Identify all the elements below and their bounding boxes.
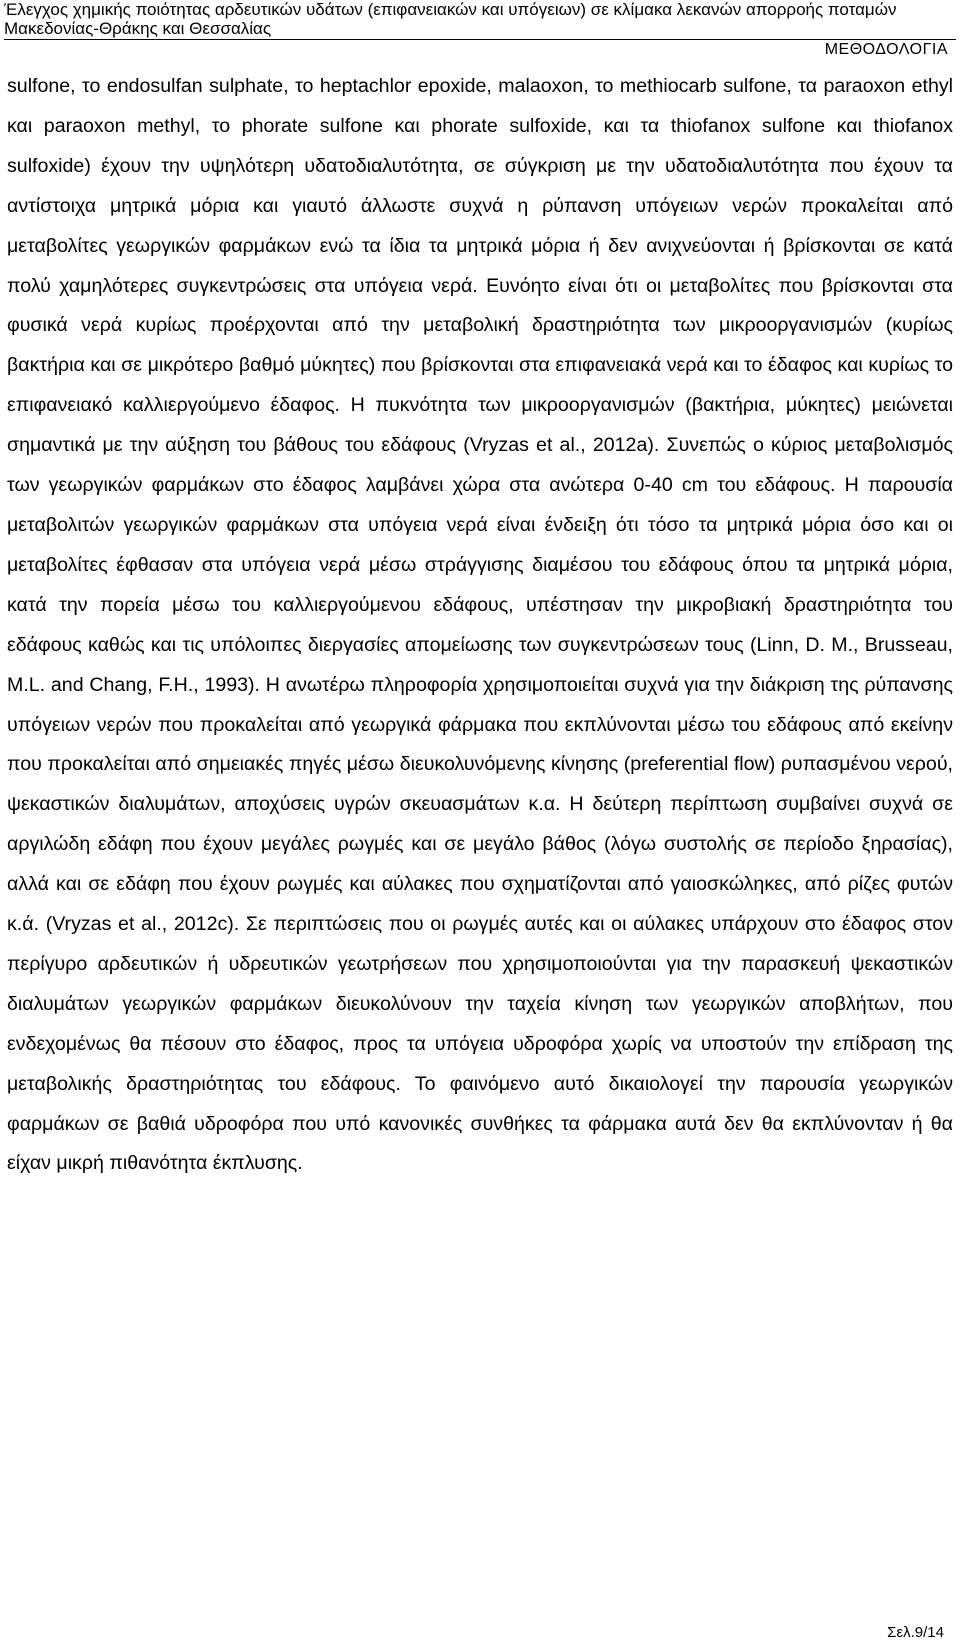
section-title: ΜΕΘΟΔΟΛΟΓΙΑ [824, 41, 948, 58]
page-number: Σελ.9/14 [887, 1624, 944, 1641]
header-divider [4, 39, 956, 40]
header-title-line-2: Μακεδονίας-Θράκης και Θεσσαλίας [4, 19, 272, 38]
header-title-line-1: Έλεγχος χημικής ποιότητας αρδευτικών υδάτων (επιφανειακών και υπόγειων) σε κλίμακα λεκανών απορροής ποταμών [4, 0, 897, 19]
body-paragraph: sulfone, το endosulfan sulphate, το heptachlor epoxide, malaoxon, το methiocarb sulfone, τα paraoxon ethyl και paraoxon methyl, το phorate sulfone και phorate sulfoxide, και τα thiofanox sulfone και thiofanox sulfoxide) έχουν την υψηλότερη υδατοδιαλυτότητα, σε σύγκριση με την υδατοδιαλυτότητα που έχουν τα αντίστοιχα μητρικά μόρια και γιαυτό άλλωστε συχνά η ρύπανση υπόγειων νερών προκαλείται από μεταβολίτες γεωργικών φαρμάκων ενώ τα ίδια τα μητρικά μόρια ή δεν ανιχνεύονται ή βρίσκονται σε κατά πολύ χαμηλότερες συγκεντρώσεις στα υπόγεια νερά. Ευνόητο είναι ότι οι μεταβολίτες που βρίσκονται στα φυσικά νερά κυρίως προέρχονται από την μεταβολική δραστηριότητα των μικροοργανισμών (κυρίως βακτήρια και σε μικρότερο βαθμό μύκητες) που βρίσκονται στα επιφανειακά νερά και το έδαφος και κυρίως το επιφανειακό καλλιεργούμενο έδαφος. Η πυκνότητα των μικροοργανισμών (βακτήρια, μύκητες) μειώνεται σημαντικά με την αύξηση του βάθους του εδάφους (Vryzas et al., 2012a). Συνεπώς ο κύριος μεταβολισμός των γεωργικών φαρμάκων στο έδαφος λαμβάνει χώρα στα ανώτερα 0-40 cm του εδάφους. Η παρουσία μεταβολιτών γεωργικών φαρμάκων στα υπόγεια νερά είναι ένδειξη ότι τόσο τα μητρικά μόρια όσο και οι μεταβολίτες έφθασαν στα υπόγεια νερά μέσω στράγγισης διαμέσου του εδάφους όπου τα μητρικά μόρια, κατά την πορεία μέσω του καλλιεργούμενου εδάφους, υπέστησαν την μικροβιακή δραστηριότητα του εδάφους καθώς και τις υπόλοιπες διεργασίες απομείωσης των συγκεντρώσεων τους (Linn, D. M., Brusseau, M.L. and Chang, F.H., 1993). Η ανωτέρω πληροφορία χρησιμοποιείται συχνά για την διάκριση της ρύπανσης υπόγειων νερών που προκαλείται από γεωργικά φάρμακα που εκπλύνονται μέσω του εδάφους από εκείνην που προκαλείται από σημειακές πηγές μέσω διευκολυνόμενης κίνησης (preferential flow) ρυπασμένου νερού, ψεκαστικών διαλυμάτων, αποχύσεις υγρών σκευασμάτων κ.α. Η δεύτερη περίπτωση συμβαίνει συχνά σε αργιλώδη εδάφη που έχουν μεγάλες ρωγμές και σε μεγάλο βάθος (λόγω συστολής σε περίοδο ξηρασίας), αλλά και σε εδάφη που έχουν ρωγμές και αύλακες που σχηματίζονται από γαιοσκώληκες, από ρίζες φυτών κ.ά. (Vryzas et al., 2012c). Σε περιπτώσεις που οι ρωγμές αυτές και οι αύλακες υπάρχουν στο έδαφος στον περίγυρο αρδευτικών ή υδρευτικών γεωτρήσεων που χρησιμοποιούνται για την παρασκευή ψεκαστικών διαλυμάτων γεωργικών φαρμάκων διευκολύνουν την ταχεία κίνηση των γεωργικών αποβλήτων, που ενδεχομένως θα πέσουν στο έδαφος, προς τα υπόγεια υδροφόρα χωρίς να υποστούν την επίδραση της μεταβολικής δραστηριότητας του εδάφους. Το φαινόμενο αυτό δικαιολογεί την παρουσία γεωργικών φαρμάκων σε βαθιά υδροφόρα που υπό κανονικές συνθήκες τα φάρμακα αυτά δεν θα εκπλύνονταν ή θα είχαν μικρή πιθανότητα έκπλυσης. [7, 75, 953, 1175]
page-header [0, 0, 960, 38]
